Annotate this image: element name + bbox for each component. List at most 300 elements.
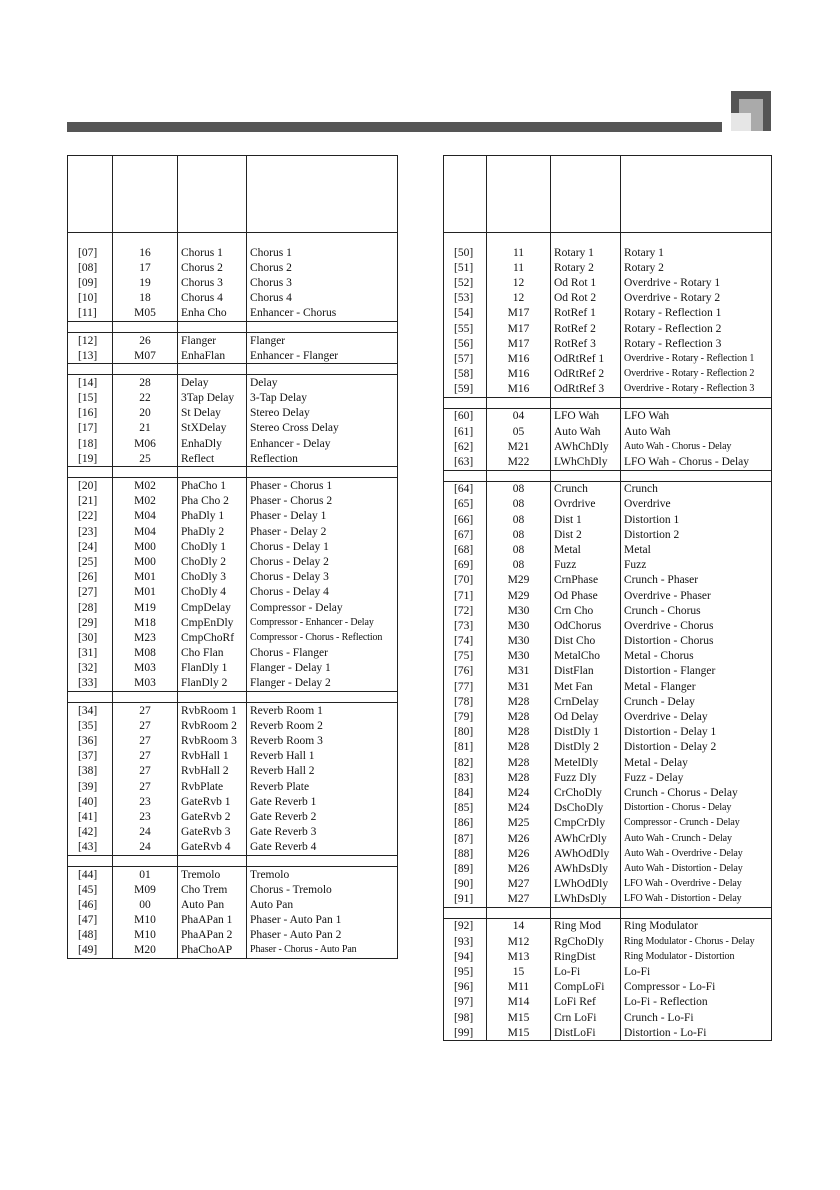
effect-full-name: Enhancer - Delay xyxy=(247,436,398,451)
group-separator-cell xyxy=(621,907,772,918)
effect-number: [57] xyxy=(454,352,474,365)
effect-number: [18] xyxy=(78,437,98,450)
effect-number: [19] xyxy=(78,452,98,465)
table-row xyxy=(444,382,772,398)
table-row xyxy=(444,527,772,542)
effect-number: [50] xyxy=(454,246,474,259)
group-separator-cell xyxy=(247,692,398,703)
effect-short-name: Chorus 4 xyxy=(178,291,247,306)
effect-code: M17 xyxy=(487,336,551,351)
table-row xyxy=(444,260,772,275)
effect-full-name: Ring Modulator xyxy=(621,918,772,934)
effect-code: 27 xyxy=(113,779,178,794)
effect-full-name: Reverb Hall 1 xyxy=(247,749,398,764)
table-row xyxy=(444,664,772,679)
table-row xyxy=(68,943,398,959)
table-row xyxy=(68,494,398,509)
group-separator-cell xyxy=(247,321,398,332)
effect-short-name: PhaAPan 2 xyxy=(178,928,247,943)
table-row xyxy=(444,291,772,306)
effect-number: [08] xyxy=(78,261,98,274)
effect-code: 16 xyxy=(113,245,178,260)
effect-full-name: Overdrive - Rotary - Reflection 1 xyxy=(621,351,772,366)
effect-full-name: Overdrive xyxy=(621,497,772,512)
effect-number: [94] xyxy=(454,950,474,963)
table-row xyxy=(68,779,398,794)
effect-full-name: Reverb Room 2 xyxy=(247,718,398,733)
effect-short-name: Chorus 3 xyxy=(178,275,247,290)
effect-short-name: RgChoDly xyxy=(551,934,621,949)
effect-full-name: Ring Modulator - Distortion xyxy=(621,949,772,964)
effect-short-name: RotRef 2 xyxy=(551,321,621,336)
effect-full-name: Reverb Plate xyxy=(247,779,398,794)
effect-number: [97] xyxy=(454,996,474,1009)
table-row xyxy=(68,291,398,306)
effect-code: M30 xyxy=(487,603,551,618)
header-subrow-cell xyxy=(621,233,772,246)
table-row xyxy=(444,846,772,861)
table-row xyxy=(68,421,398,436)
effect-full-name: Auto Wah - Crunch - Delay xyxy=(621,831,772,846)
effect-number: [27] xyxy=(78,586,98,599)
table-row xyxy=(68,718,398,733)
effect-code: M25 xyxy=(487,816,551,831)
effect-code: M29 xyxy=(487,573,551,588)
effect-short-name: Pha Cho 2 xyxy=(178,494,247,509)
effect-number: [20] xyxy=(78,480,98,493)
effect-code: M16 xyxy=(487,351,551,366)
effect-full-name: LFO Wah xyxy=(621,408,772,424)
effect-full-name: Distortion - Chorus xyxy=(621,634,772,649)
effect-full-name: Phaser - Chorus 1 xyxy=(247,478,398,494)
effect-code: M04 xyxy=(113,509,178,524)
effect-code: M30 xyxy=(487,634,551,649)
effect-number: [74] xyxy=(454,635,474,648)
group-separator xyxy=(68,321,398,332)
effect-full-name: Distortion - Lo-Fi xyxy=(621,1025,772,1041)
effect-short-name: LWhDsDly xyxy=(551,892,621,908)
effect-code: 14 xyxy=(487,918,551,934)
group-separator xyxy=(68,364,398,375)
effect-short-name: Chorus 1 xyxy=(178,245,247,260)
effect-number: [85] xyxy=(454,802,474,815)
effect-short-name: Delay xyxy=(178,375,247,391)
table-row xyxy=(444,649,772,664)
table-row xyxy=(68,646,398,661)
effect-table-left xyxy=(67,155,398,959)
effect-code: 08 xyxy=(487,497,551,512)
effect-full-name: Phaser - Auto Pan 2 xyxy=(247,928,398,943)
effect-number: [16] xyxy=(78,407,98,420)
effect-short-name: ChoDly 3 xyxy=(178,570,247,585)
effect-short-name: CmpDelay xyxy=(178,600,247,615)
effect-full-name: Overdrive - Rotary - Reflection 3 xyxy=(621,382,772,398)
effect-short-name: Rotary 1 xyxy=(551,245,621,260)
table-row xyxy=(444,321,772,336)
effect-code: M15 xyxy=(487,1025,551,1041)
table-row xyxy=(68,524,398,539)
effect-full-name: Ring Modulator - Chorus - Delay xyxy=(621,934,772,949)
effect-number: [51] xyxy=(454,261,474,274)
table-row xyxy=(444,367,772,382)
table-row xyxy=(444,542,772,557)
effect-full-name: Fuzz - Delay xyxy=(621,770,772,785)
table-row xyxy=(68,764,398,779)
effect-full-name: Gate Reverb 3 xyxy=(247,825,398,840)
effect-short-name: CrnPhase xyxy=(551,573,621,588)
table-row xyxy=(444,816,772,831)
effect-code: 26 xyxy=(113,332,178,348)
effect-full-name: Chorus - Delay 1 xyxy=(247,539,398,554)
header-row-cell xyxy=(621,156,772,233)
table-row xyxy=(68,245,398,260)
header-row-cell xyxy=(178,156,247,233)
effect-number: [82] xyxy=(454,756,474,769)
effect-short-name: PhaDly 2 xyxy=(178,524,247,539)
effect-number: [26] xyxy=(78,571,98,584)
effect-number: [78] xyxy=(454,695,474,708)
effect-code: 05 xyxy=(487,424,551,439)
effect-full-name: Compressor - Delay xyxy=(247,600,398,615)
table-row xyxy=(444,618,772,633)
table-row xyxy=(444,408,772,424)
effect-table-right xyxy=(443,155,772,1041)
effect-code: M20 xyxy=(113,943,178,959)
table-row xyxy=(68,749,398,764)
effect-full-name: Reverb Room 3 xyxy=(247,733,398,748)
effect-short-name: CmpEnDly xyxy=(178,615,247,630)
table-row xyxy=(444,275,772,290)
effect-full-name: Overdrive - Rotary 2 xyxy=(621,291,772,306)
effect-number: [91] xyxy=(454,893,474,906)
effect-short-name: Od Phase xyxy=(551,588,621,603)
group-separator-cell xyxy=(487,907,551,918)
effect-code: 25 xyxy=(113,451,178,467)
effect-code: 12 xyxy=(487,275,551,290)
effect-number: [43] xyxy=(78,841,98,854)
effect-code: M13 xyxy=(487,949,551,964)
header-rule xyxy=(67,122,722,132)
effect-short-name: Fuzz Dly xyxy=(551,770,621,785)
effect-short-name: OdChorus xyxy=(551,618,621,633)
effect-number: [98] xyxy=(454,1011,474,1024)
effect-full-name: Rotary 2 xyxy=(621,260,772,275)
effect-code: M31 xyxy=(487,679,551,694)
header-subrow-cell xyxy=(247,233,398,246)
table-row xyxy=(68,733,398,748)
group-separator xyxy=(444,397,772,408)
table-row xyxy=(68,676,398,692)
effect-code: M30 xyxy=(487,618,551,633)
group-separator-cell xyxy=(487,470,551,481)
effect-full-name: Delay xyxy=(247,375,398,391)
effect-number: [75] xyxy=(454,650,474,663)
effect-full-name: Overdrive - Rotary - Reflection 2 xyxy=(621,367,772,382)
effect-short-name: Chorus 2 xyxy=(178,260,247,275)
table-row xyxy=(444,980,772,995)
effect-short-name: AWhDsDly xyxy=(551,861,621,876)
table-row xyxy=(444,709,772,724)
table-row xyxy=(444,634,772,649)
header-row xyxy=(68,156,398,233)
effect-number: [53] xyxy=(454,292,474,305)
header-subrow-cell xyxy=(444,233,487,246)
effect-number: [28] xyxy=(78,601,98,614)
effect-number: [93] xyxy=(454,935,474,948)
effect-code: 04 xyxy=(487,408,551,424)
effect-full-name: Auto Wah - Chorus - Delay xyxy=(621,439,772,454)
effect-short-name: FlanDly 2 xyxy=(178,676,247,692)
effect-full-name: Metal - Flanger xyxy=(621,679,772,694)
effect-full-name: Crunch - Lo-Fi xyxy=(621,1010,772,1025)
effect-code: M18 xyxy=(113,615,178,630)
effect-number: [69] xyxy=(454,559,474,572)
effect-number: [71] xyxy=(454,589,474,602)
effect-code: M16 xyxy=(487,367,551,382)
group-separator xyxy=(68,692,398,703)
table-row xyxy=(68,406,398,421)
table-row xyxy=(444,306,772,321)
effect-short-name: GateRvb 1 xyxy=(178,794,247,809)
table-row xyxy=(68,615,398,630)
group-separator xyxy=(68,467,398,478)
table-row xyxy=(444,831,772,846)
effect-number: [09] xyxy=(78,276,98,289)
header-subrow-cell xyxy=(178,233,247,246)
effect-full-name: Compressor - Chorus - Reflection xyxy=(247,630,398,645)
table-row xyxy=(444,785,772,800)
effect-short-name: RotRef 3 xyxy=(551,336,621,351)
effect-short-name: Lo-Fi xyxy=(551,964,621,979)
effect-full-name: Lo-Fi xyxy=(621,964,772,979)
effect-code: 15 xyxy=(487,964,551,979)
effect-code: M27 xyxy=(487,877,551,892)
table-row xyxy=(68,825,398,840)
effect-short-name: LFO Wah xyxy=(551,408,621,424)
effect-full-name: Overdrive - Delay xyxy=(621,709,772,724)
effect-number: [36] xyxy=(78,735,98,748)
effect-short-name: RotRef 1 xyxy=(551,306,621,321)
effect-short-name: AWhOdDly xyxy=(551,846,621,861)
effect-full-name: Distortion 1 xyxy=(621,512,772,527)
table-row xyxy=(68,348,398,364)
table-row xyxy=(68,332,398,348)
effect-full-name: Overdrive - Chorus xyxy=(621,618,772,633)
effect-code: 11 xyxy=(487,245,551,260)
effect-full-name: Chorus 1 xyxy=(247,245,398,260)
effect-short-name: DistLoFi xyxy=(551,1025,621,1041)
effect-short-name: DsChoDly xyxy=(551,801,621,816)
effect-code: M28 xyxy=(487,694,551,709)
effect-short-name: Od Rot 1 xyxy=(551,275,621,290)
effect-short-name: RingDist xyxy=(551,949,621,964)
effect-short-name: GateRvb 3 xyxy=(178,825,247,840)
effect-number: [54] xyxy=(454,307,474,320)
effect-full-name: Flanger - Delay 1 xyxy=(247,661,398,676)
table-row xyxy=(444,512,772,527)
effect-number: [13] xyxy=(78,349,98,362)
effect-number: [49] xyxy=(78,944,98,957)
effect-full-name: Rotary - Reflection 3 xyxy=(621,336,772,351)
table-row xyxy=(444,336,772,351)
effect-number: [99] xyxy=(454,1026,474,1039)
effect-short-name: Dist 1 xyxy=(551,512,621,527)
effect-full-name: Chorus - Flanger xyxy=(247,646,398,661)
effect-number: [37] xyxy=(78,750,98,763)
effect-full-name: Enhancer - Flanger xyxy=(247,348,398,364)
effect-code: 27 xyxy=(113,703,178,719)
effect-code: M11 xyxy=(487,980,551,995)
effect-full-name: Reflection xyxy=(247,451,398,467)
effect-code: 12 xyxy=(487,291,551,306)
effect-number: [96] xyxy=(454,981,474,994)
group-separator xyxy=(444,470,772,481)
effect-code: 00 xyxy=(113,897,178,912)
effect-code: M24 xyxy=(487,785,551,800)
effect-code: M01 xyxy=(113,570,178,585)
effect-code: 28 xyxy=(113,375,178,391)
table-row xyxy=(444,481,772,497)
effect-code: M16 xyxy=(487,382,551,398)
effect-short-name: LWhChDly xyxy=(551,454,621,470)
effect-code: M17 xyxy=(487,321,551,336)
effect-number: [32] xyxy=(78,662,98,675)
effect-code: M22 xyxy=(487,454,551,470)
effect-number: [58] xyxy=(454,368,474,381)
group-separator-cell xyxy=(178,692,247,703)
effect-full-name: Phaser - Chorus 2 xyxy=(247,494,398,509)
effect-short-name: DistDly 1 xyxy=(551,725,621,740)
table-row xyxy=(68,306,398,322)
effect-short-name: OdRtRef 3 xyxy=(551,382,621,398)
effect-number: [84] xyxy=(454,786,474,799)
table-row xyxy=(68,703,398,719)
group-separator-cell xyxy=(113,855,178,866)
effect-number: [63] xyxy=(454,456,474,469)
effect-number: [65] xyxy=(454,498,474,511)
effect-short-name: Dist 2 xyxy=(551,527,621,542)
table-row xyxy=(444,725,772,740)
header-subrow-cell xyxy=(551,233,621,246)
effect-number: [86] xyxy=(454,817,474,830)
effect-full-name: Overdrive - Phaser xyxy=(621,588,772,603)
effect-full-name: Crunch xyxy=(621,481,772,497)
effect-number: [88] xyxy=(454,847,474,860)
group-separator-cell xyxy=(621,470,772,481)
table-row xyxy=(68,809,398,824)
table-row xyxy=(68,554,398,569)
effect-full-name: Chorus - Delay 3 xyxy=(247,570,398,585)
table-row xyxy=(444,740,772,755)
effect-short-name: CmpChoRf xyxy=(178,630,247,645)
effect-number: [64] xyxy=(454,483,474,496)
group-separator-cell xyxy=(247,855,398,866)
group-separator-cell xyxy=(113,321,178,332)
effect-number: [29] xyxy=(78,616,98,629)
table-row xyxy=(68,928,398,943)
group-separator-cell xyxy=(551,907,621,918)
table-row xyxy=(444,424,772,439)
table-row xyxy=(444,351,772,366)
effect-short-name: PhaAPan 1 xyxy=(178,913,247,928)
table-row xyxy=(444,245,772,260)
effect-full-name: Auto Pan xyxy=(247,897,398,912)
effect-number: [39] xyxy=(78,780,98,793)
group-separator-cell xyxy=(487,397,551,408)
effect-code: M31 xyxy=(487,664,551,679)
effect-code: 27 xyxy=(113,718,178,733)
group-separator-cell xyxy=(247,467,398,478)
effect-number: [68] xyxy=(454,543,474,556)
effect-code: 23 xyxy=(113,809,178,824)
table-row xyxy=(444,861,772,876)
effect-short-name: Flanger xyxy=(178,332,247,348)
effect-short-name: LWhOdDly xyxy=(551,877,621,892)
effect-short-name: CompLoFi xyxy=(551,980,621,995)
group-separator-cell xyxy=(551,397,621,408)
effect-full-name: Phaser - Delay 1 xyxy=(247,509,398,524)
effect-short-name: Auto Pan xyxy=(178,897,247,912)
group-separator-cell xyxy=(68,467,113,478)
effect-short-name: OdRtRef 2 xyxy=(551,367,621,382)
table-row xyxy=(68,275,398,290)
effect-number: [15] xyxy=(78,392,98,405)
effect-code: M04 xyxy=(113,524,178,539)
effect-full-name: Reverb Hall 2 xyxy=(247,764,398,779)
table-row xyxy=(68,866,398,882)
effect-code: M24 xyxy=(487,801,551,816)
effect-number: [11] xyxy=(78,307,97,320)
table-row xyxy=(444,558,772,573)
corner-tab-mark-light xyxy=(731,113,751,131)
header-subrow-cell xyxy=(113,233,178,246)
effect-number: [22] xyxy=(78,510,98,523)
header-subrow-cell xyxy=(68,233,113,246)
effect-number: [42] xyxy=(78,826,98,839)
effect-short-name: EnhaDly xyxy=(178,436,247,451)
effect-code: 08 xyxy=(487,481,551,497)
table-row xyxy=(68,375,398,391)
effect-short-name: Crunch xyxy=(551,481,621,497)
effect-number: [33] xyxy=(78,677,98,690)
effect-number: [60] xyxy=(454,410,474,423)
effect-full-name: Phaser - Auto Pan 1 xyxy=(247,913,398,928)
effect-code: 24 xyxy=(113,825,178,840)
effect-full-name: Auto Wah xyxy=(621,424,772,439)
effect-full-name: Stereo Cross Delay xyxy=(247,421,398,436)
effect-code: M28 xyxy=(487,725,551,740)
effect-number: [38] xyxy=(78,765,98,778)
table-row xyxy=(444,934,772,949)
effect-full-name: Auto Wah - Overdrive - Delay xyxy=(621,846,772,861)
effect-short-name: FlanDly 1 xyxy=(178,661,247,676)
header-subrow-cell xyxy=(487,233,551,246)
effect-code: M10 xyxy=(113,928,178,943)
effect-number: [90] xyxy=(454,878,474,891)
header-row-cell xyxy=(113,156,178,233)
effect-full-name: Chorus - Delay 4 xyxy=(247,585,398,600)
effect-number: [81] xyxy=(454,741,474,754)
group-separator-cell xyxy=(178,321,247,332)
table-row xyxy=(444,1010,772,1025)
effect-number: [48] xyxy=(78,929,98,942)
effect-short-name: RvbHall 2 xyxy=(178,764,247,779)
group-separator-cell xyxy=(444,470,487,481)
effect-code: M03 xyxy=(113,676,178,692)
effect-full-name: Chorus 4 xyxy=(247,291,398,306)
effect-code: M10 xyxy=(113,913,178,928)
table-row xyxy=(68,882,398,897)
